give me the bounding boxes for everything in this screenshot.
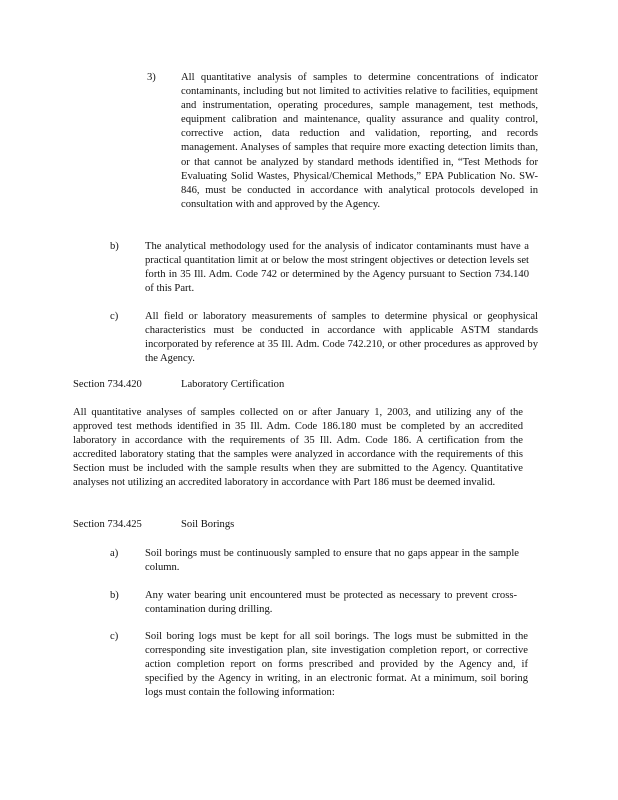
section-title: Soil Borings [181, 519, 235, 530]
list-marker: b) [110, 590, 119, 601]
list-marker: b) [110, 241, 119, 252]
list-item-text: Any water bearing unit encountered must be protected as necessary to prevent cross-contamination during drilling. [145, 590, 517, 616]
section-paragraph: All quantitative analyses of samples collected on or after January 1, 2003, and utilizing any of the approved test methods identified in 35 Ill. Adm. Code 186.180 must be completed by an accredited laboratory in accordance with the requirements of 35 Ill. Adm. Code 186. A certification from the accredited laboratory stating that the samples were analyzed in accordance with the requirements of this Section must be included with the sample results when they are submitted to the Agency. Quantitative analyses not utilizing an accredited laboratory in accordance with Part 186 must be deemed invalid. [73, 407, 523, 489]
section-heading-734-425 [73, 518, 235, 532]
section-number: Section 734.420 [73, 379, 142, 390]
list-item-text: The analytical methodology used for the analysis of indicator contaminants must have a practical quantitation limit at or below the most stringent objectives or detection levels set forth in 35 Ill. Adm. Code 742 or determined by the Agency pursuant to Section 734.140 of this Part. [145, 241, 529, 295]
list-marker: c) [110, 631, 119, 642]
section-title: Laboratory Certification [181, 379, 285, 390]
list-item-text: All field or laboratory measurements of samples to determine physical or geophysical characteristics must be conducted in accordance with applicable ASTM standards incorporated by reference at 35 Ill. Adm. Code 742.210, or other procedures as approved by the Agency. [145, 311, 538, 365]
list-item-text: Soil boring logs must be kept for all soil borings. The logs must be submitted in the corresponding site investigation plan, site investigation completion report, or corrective action completion report on forms prescribed and provided by the Agency and, if specified by the Agency in writing, in an electronic format. At a minimum, soil boring logs must contain the following information: [145, 631, 528, 699]
section-heading-734-420 [73, 378, 285, 392]
list-marker: a) [110, 548, 119, 559]
list-marker: c) [110, 311, 119, 322]
list-item-text: Soil borings must be continuously sampled to ensure that no gaps appear in the sample column. [145, 548, 519, 574]
list-marker: 3) [147, 72, 156, 83]
section-number: Section 734.425 [73, 519, 142, 530]
list-item-text: All quantitative analysis of samples to determine concentrations of indicator contaminants, including but not limited to activities relative to facilities, equipment and instrumentation, operating procedures, sample management, test methods, equipment calibration and maintenance, quality assurance and quality control, corrective action, data reduction and validation, reporting, and records management. Analyses of samples that require more exacting detection limits than, or that cannot be analyzed by standard methods identified in, “Test Methods for Evaluating Solid Wastes, Physical/Chemical Methods,” EPA Publication No. SW-846, must be conducted in accordance with analytical protocols developed in consultation with and approved by the Agency. [181, 72, 538, 210]
